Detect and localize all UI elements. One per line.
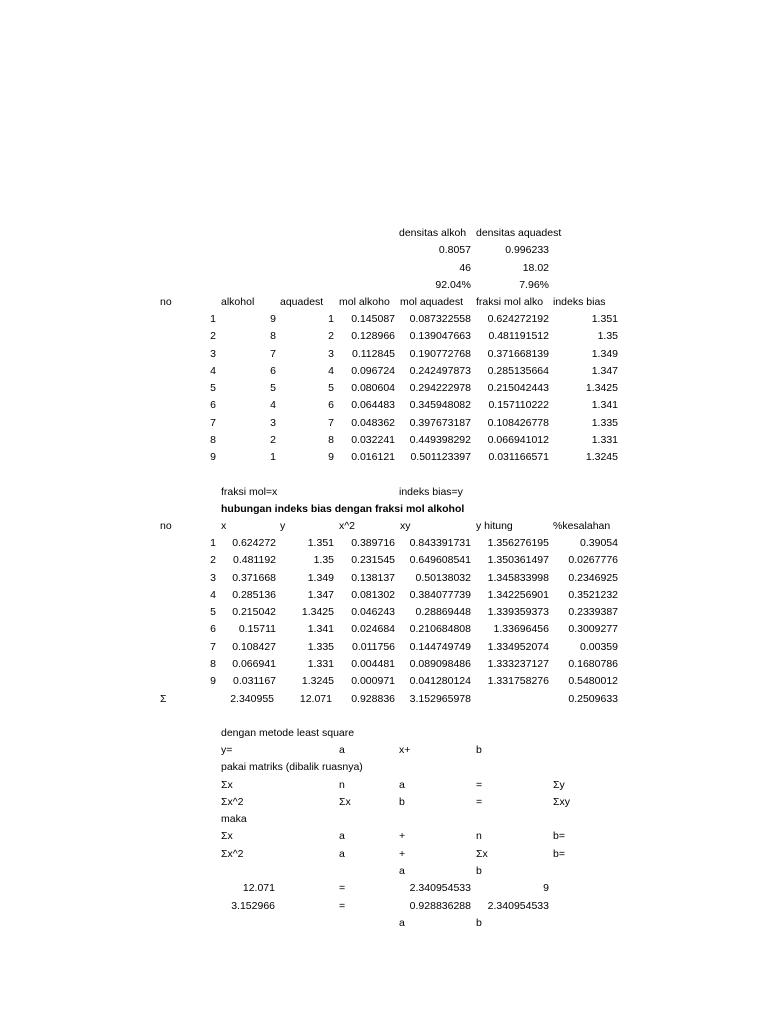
k-row-1 — [0, 828, 768, 845]
k1-b-equals: b= — [553, 830, 565, 842]
table-row — [0, 535, 768, 552]
v1-n: 9 — [543, 882, 549, 894]
value-row-2 — [0, 898, 768, 915]
table-row — [0, 604, 768, 621]
table1-cell-aquadest: 3 — [328, 347, 334, 360]
eq-y: y= — [221, 744, 233, 756]
v2-sum-x: 2.340954533 — [487, 900, 549, 912]
table1-cell-aquadest: 9 — [328, 451, 334, 463]
table1-header-fraksi-mol: fraksi mol alko — [476, 296, 544, 308]
table2-cell-y: 1.351 — [307, 537, 334, 549]
table-row — [0, 587, 768, 604]
table1-cell-alkohol: 4 — [270, 399, 276, 412]
table2-cell-no: 2 — [210, 554, 216, 567]
table2-cell-y-hitung: 1.334952074 — [487, 640, 549, 653]
table-row — [0, 570, 768, 587]
table1-cell-indeks-bias: 1.3425 — [585, 382, 618, 394]
table1-cell-fraksi-mol: 0.481191512 — [488, 330, 549, 343]
table2-cell-x2: 0.046243 — [351, 606, 395, 618]
table2-cell-no: 5 — [210, 606, 216, 618]
table1-cell-no: 9 — [210, 451, 216, 463]
table1-cell-aquadest: 7 — [328, 416, 334, 429]
table1-cell-no: 2 — [210, 330, 216, 343]
table2-cell-x2: 0.231545 — [351, 554, 395, 567]
table1-cell-aquadest: 8 — [328, 433, 334, 446]
k1-plus: + — [399, 830, 406, 842]
v1-sum-y: 12.071 — [242, 882, 275, 894]
method-title-row — [0, 725, 768, 742]
table1-cell-alkohol: 6 — [270, 364, 276, 377]
percent-row — [0, 277, 768, 294]
table-row — [0, 639, 768, 656]
table2-cell-y-hitung: 1.342256901 — [487, 588, 549, 601]
table1-cell-aquadest: 4 — [328, 364, 334, 377]
method-title: dengan metode least square — [221, 727, 355, 739]
table1-cell-fraksi-mol: 0.285135664 — [487, 364, 549, 377]
table2-cell-y-hitung: 1.356276195 — [487, 537, 549, 549]
table2-cell-xy: 0.041280124 — [409, 675, 471, 687]
table1-cell-no: 5 — [210, 382, 216, 394]
table1-cell-alkohol: 8 — [270, 330, 276, 343]
table2-header-xy: xy — [400, 520, 411, 532]
table2-cell-x2: 0.024684 — [351, 623, 395, 636]
matrix-note: pakai matriks (dibalik ruasnya) — [221, 761, 363, 773]
table2-cell-kesalahan: 0.39054 — [580, 537, 618, 549]
table1-cell-mol-alkoho: 0.064483 — [351, 399, 395, 412]
percent-alcohol: 92.04% — [435, 279, 471, 291]
matrix-note-row — [0, 759, 768, 776]
table1-cell-mol-alkoho: 0.016121 — [351, 451, 395, 463]
v1-sum-x: 2.340954533 — [409, 882, 471, 894]
table2-cell-x: 0.371668 — [232, 571, 276, 584]
table1-cell-alkohol: 5 — [270, 382, 276, 394]
table2-cell-y: 1.35 — [313, 554, 334, 567]
table2-cell-kesalahan: 0.00359 — [580, 640, 618, 653]
table1-cell-no: 3 — [210, 347, 216, 360]
table2-cell-y: 1.331 — [307, 657, 334, 670]
table2-header-row — [0, 518, 768, 535]
table1-cell-mol-alkoho: 0.048362 — [351, 416, 395, 429]
v1-equals: = — [339, 882, 346, 894]
table2-header-x2: x^2 — [339, 520, 356, 532]
matrix1-a: a — [399, 779, 405, 791]
table1-cell-mol-alkoho: 0.145087 — [351, 313, 395, 325]
table1-header-row — [0, 294, 768, 311]
table2-cell-xy: 0.843391731 — [409, 537, 471, 549]
table2-cell-kesalahan: 0.3009277 — [568, 623, 618, 636]
table1-cell-alkohol: 7 — [270, 347, 276, 360]
table1-cell-indeks-bias: 1.349 — [591, 347, 618, 360]
ab1-b: b — [476, 865, 482, 877]
table-row — [0, 432, 768, 449]
eq-x-plus: x+ — [399, 744, 411, 756]
table1-cell-indeks-bias: 1.3245 — [585, 451, 618, 463]
table2-cell-x: 0.108427 — [232, 640, 276, 653]
table2-cell-x2: 0.138137 — [351, 571, 395, 584]
table2-cell-xy: 0.089098486 — [409, 657, 471, 670]
table2-cell-x: 0.031167 — [232, 675, 276, 687]
table1-cell-no: 8 — [210, 433, 216, 446]
matrix2-b: b — [399, 796, 405, 808]
table2-cell-kesalahan: 0.2339387 — [568, 606, 618, 618]
table1-cell-indeks-bias: 1.351 — [591, 313, 618, 325]
table1-cell-aquadest: 6 — [328, 399, 334, 412]
table1-cell-mol-aquadest: 0.345948082 — [409, 399, 471, 412]
table1-header-no: no — [160, 296, 172, 308]
table1-cell-no: 1 — [210, 313, 216, 325]
table2-cell-y-hitung: 1.350361497 — [487, 554, 549, 567]
table2-header-y: y — [280, 520, 286, 532]
equation-row — [0, 742, 768, 759]
section2-title: hubungan indeks bias dengan fraksi mol alkohol — [221, 503, 465, 515]
eq-b: b — [476, 744, 482, 756]
density-aquadest-value: 0.996233 — [505, 244, 549, 256]
sum-x: 2.340955 — [230, 693, 274, 705]
k2-sum-x2: Σx^2 — [221, 848, 244, 860]
table2-cell-x: 0.624272 — [232, 537, 276, 549]
ab-row-1 — [0, 863, 768, 880]
k1-sum-x: Σx — [221, 830, 233, 842]
table-row — [0, 673, 768, 690]
k-row-2 — [0, 846, 768, 863]
table-row — [0, 656, 768, 673]
table1-cell-mol-aquadest: 0.087322558 — [409, 313, 471, 325]
table1-cell-no: 4 — [210, 364, 216, 377]
table2-cell-xy: 0.28869448 — [415, 606, 471, 618]
table1-cell-aquadest: 5 — [328, 382, 334, 394]
density-alcohol-label: densitas alkoh — [399, 227, 467, 239]
table2-cell-kesalahan: 0.1680786 — [568, 657, 618, 670]
v2-sum-x2: 0.928836288 — [409, 900, 471, 912]
table2-cell-x2: 0.004481 — [351, 657, 395, 670]
table1-cell-aquadest: 1 — [328, 313, 334, 325]
table1-cell-mol-aquadest: 0.139047663 — [409, 330, 471, 343]
table1-cell-fraksi-mol: 0.066941012 — [487, 433, 549, 446]
table-row — [0, 346, 768, 363]
table1-cell-alkohol: 3 — [270, 416, 276, 429]
table2-cell-y: 1.335 — [307, 640, 334, 653]
table2-cell-x2: 0.011756 — [351, 640, 395, 653]
table1-header-aquadest: aquadest — [280, 296, 324, 308]
value-row-1 — [0, 880, 768, 897]
fraksi-mol-x-label: fraksi mol=x — [221, 486, 278, 498]
sum-xy: 3.152965978 — [409, 693, 471, 705]
k2-b-equals: b= — [553, 848, 565, 860]
density-alcohol-value: 0.8057 — [438, 244, 471, 256]
table1-cell-mol-aquadest: 0.501123397 — [410, 451, 471, 463]
section2-title-row — [0, 501, 768, 518]
table2-cell-x2: 0.389716 — [351, 537, 395, 549]
table2-cell-no: 9 — [210, 675, 216, 687]
molar-mass-row — [0, 260, 768, 277]
table1-cell-mol-alkoho: 0.128966 — [351, 330, 395, 343]
table2-cell-no: 8 — [210, 657, 216, 670]
table2-cell-kesalahan: 0.0267776 — [568, 554, 618, 567]
table1-cell-fraksi-mol: 0.108426778 — [487, 416, 549, 429]
section2-label-row — [0, 484, 768, 501]
table2-cell-x: 0.066941 — [232, 657, 276, 670]
table1-cell-indeks-bias: 1.341 — [591, 399, 618, 412]
table2-cell-y: 1.349 — [307, 571, 334, 584]
v2-equals: = — [339, 900, 346, 912]
table1-cell-indeks-bias: 1.331 — [591, 433, 618, 446]
table1-cell-fraksi-mol: 0.157110222 — [488, 399, 549, 412]
table-row — [0, 380, 768, 397]
table2-cell-x2: 0.081302 — [351, 588, 395, 601]
table-row — [0, 363, 768, 380]
table2-cell-y-hitung: 1.333237127 — [487, 657, 549, 670]
matrix2-equals: = — [476, 796, 483, 808]
density-aquadest-label: densitas aquadest — [476, 227, 562, 239]
table2-cell-no: 4 — [210, 588, 216, 601]
ab1-a: a — [399, 865, 405, 877]
table2-cell-xy: 0.649608541 — [409, 554, 471, 567]
sum-x2: 0.928836 — [351, 693, 395, 705]
matrix1-sum-x: Σx — [221, 779, 233, 791]
table1-cell-alkohol: 1 — [270, 451, 276, 463]
table2-cell-y: 1.347 — [307, 588, 334, 601]
k2-plus: + — [399, 848, 406, 860]
indeks-bias-y-label: indeks bias=y — [399, 486, 463, 498]
table1-cell-fraksi-mol: 0.031166571 — [488, 451, 549, 463]
table1-cell-indeks-bias: 1.35 — [597, 330, 618, 343]
matrix-row-1 — [0, 777, 768, 794]
table-row — [0, 397, 768, 414]
table2-cell-y: 1.3245 — [301, 675, 334, 687]
table1-cell-no: 7 — [210, 416, 216, 429]
table1-cell-indeks-bias: 1.347 — [591, 364, 618, 377]
table2-header-kesalahan: %kesalahan — [553, 520, 611, 532]
table1-cell-mol-aquadest: 0.449398292 — [409, 433, 471, 446]
matrix1-sum-y: Σy — [553, 779, 565, 791]
maka-row — [0, 811, 768, 828]
table2-cell-xy: 0.50138032 — [415, 571, 471, 584]
table1-cell-mol-alkoho: 0.080604 — [351, 382, 395, 394]
table1-cell-alkohol: 2 — [270, 433, 276, 446]
matrix2-sum-x2: Σx^2 — [221, 796, 244, 808]
table1-header-mol-aquadest: mol aquadest — [400, 296, 464, 308]
ab2-a: a — [399, 917, 405, 929]
table2-cell-x2: 0.000971 — [351, 675, 395, 687]
molar-mass-alcohol: 46 — [459, 262, 471, 274]
ab-row-2 — [0, 915, 768, 932]
table1-cell-mol-alkoho: 0.032241 — [351, 433, 395, 446]
table1-cell-mol-alkoho: 0.096724 — [351, 364, 395, 377]
table1-cell-mol-aquadest: 0.190772768 — [409, 347, 471, 360]
matrix2-sum-x: Σx — [339, 796, 351, 808]
table2-cell-y: 1.341 — [307, 623, 334, 636]
table1-cell-fraksi-mol: 0.624272192 — [487, 313, 549, 325]
table1-cell-mol-aquadest: 0.242497873 — [409, 364, 471, 377]
matrix1-equals: = — [476, 779, 483, 791]
table1-cell-alkohol: 9 — [270, 313, 276, 325]
table2-cell-kesalahan: 0.2346925 — [568, 571, 618, 584]
table1-header-indeks-bias: indeks bias — [553, 296, 606, 308]
eq-a: a — [339, 744, 345, 756]
k2-sum-x: Σx — [476, 848, 488, 860]
sum-kesalahan: 0.2509633 — [568, 693, 618, 705]
table2-cell-no: 7 — [210, 640, 216, 653]
density-value-row — [0, 242, 768, 259]
table2-cell-xy: 0.384077739 — [409, 588, 471, 601]
sigma-symbol: Σ — [160, 693, 167, 705]
table2-header-x: x — [221, 520, 227, 532]
k1-a: a — [339, 830, 345, 842]
table2-cell-xy: 0.144749749 — [409, 640, 471, 653]
density-label-row — [0, 225, 768, 242]
table-row — [0, 621, 768, 638]
table2-cell-x: 0.285136 — [232, 588, 276, 601]
table1-cell-mol-aquadest: 0.294222978 — [409, 382, 471, 394]
table2-cell-x: 0.215042 — [232, 606, 276, 618]
table1-cell-mol-aquadest: 0.397673187 — [409, 416, 471, 429]
table1-cell-mol-alkoho: 0.112845 — [351, 347, 395, 360]
table-row — [0, 328, 768, 345]
k2-a: a — [339, 848, 345, 860]
table2-header-no: no — [160, 520, 172, 532]
table2-cell-y-hitung: 1.33696456 — [493, 623, 549, 636]
table2-sum-row — [0, 691, 768, 708]
k1-n: n — [476, 830, 482, 842]
table2-cell-y-hitung: 1.331758276 — [487, 675, 549, 687]
table-row — [0, 415, 768, 432]
table2-cell-y-hitung: 1.345833998 — [487, 571, 549, 584]
table2-cell-xy: 0.210684808 — [409, 623, 471, 636]
table2-cell-y: 1.3425 — [301, 606, 334, 618]
table-row — [0, 449, 768, 466]
table2-cell-y-hitung: 1.339359373 — [487, 606, 549, 618]
maka-label: maka — [221, 813, 247, 825]
table2-cell-x: 0.15711 — [238, 623, 276, 636]
table1-cell-indeks-bias: 1.335 — [591, 416, 618, 429]
ab2-b: b — [476, 917, 482, 929]
table1-cell-fraksi-mol: 0.215042443 — [487, 382, 549, 394]
table2-cell-x: 0.481192 — [232, 554, 276, 567]
matrix1-n: n — [339, 779, 345, 791]
table1-header-mol-alkoho: mol alkoho — [339, 296, 390, 308]
table1-cell-aquadest: 2 — [328, 330, 334, 343]
table-row — [0, 552, 768, 569]
table2-cell-kesalahan: 0.3521232 — [568, 588, 618, 601]
table2-header-y-hitung: y hitung — [476, 520, 513, 532]
matrix2-sum-xy: Σxy — [553, 796, 570, 808]
matrix-row-2 — [0, 794, 768, 811]
table1-cell-fraksi-mol: 0.371668139 — [487, 347, 549, 360]
v2-sum-xy: 3.152966 — [231, 900, 275, 912]
sum-y: 12.071 — [299, 693, 332, 705]
table2-cell-no: 3 — [210, 571, 216, 584]
table1-cell-no: 6 — [210, 399, 216, 412]
molar-mass-aquadest: 18.02 — [522, 262, 549, 274]
table2-cell-kesalahan: 0.5480012 — [568, 675, 618, 687]
percent-aquadest: 7.96% — [519, 279, 549, 291]
table2-cell-no: 1 — [210, 537, 216, 549]
table-row — [0, 311, 768, 328]
table1-header-alkohol: alkohol — [221, 296, 255, 308]
table2-cell-no: 6 — [210, 623, 216, 636]
